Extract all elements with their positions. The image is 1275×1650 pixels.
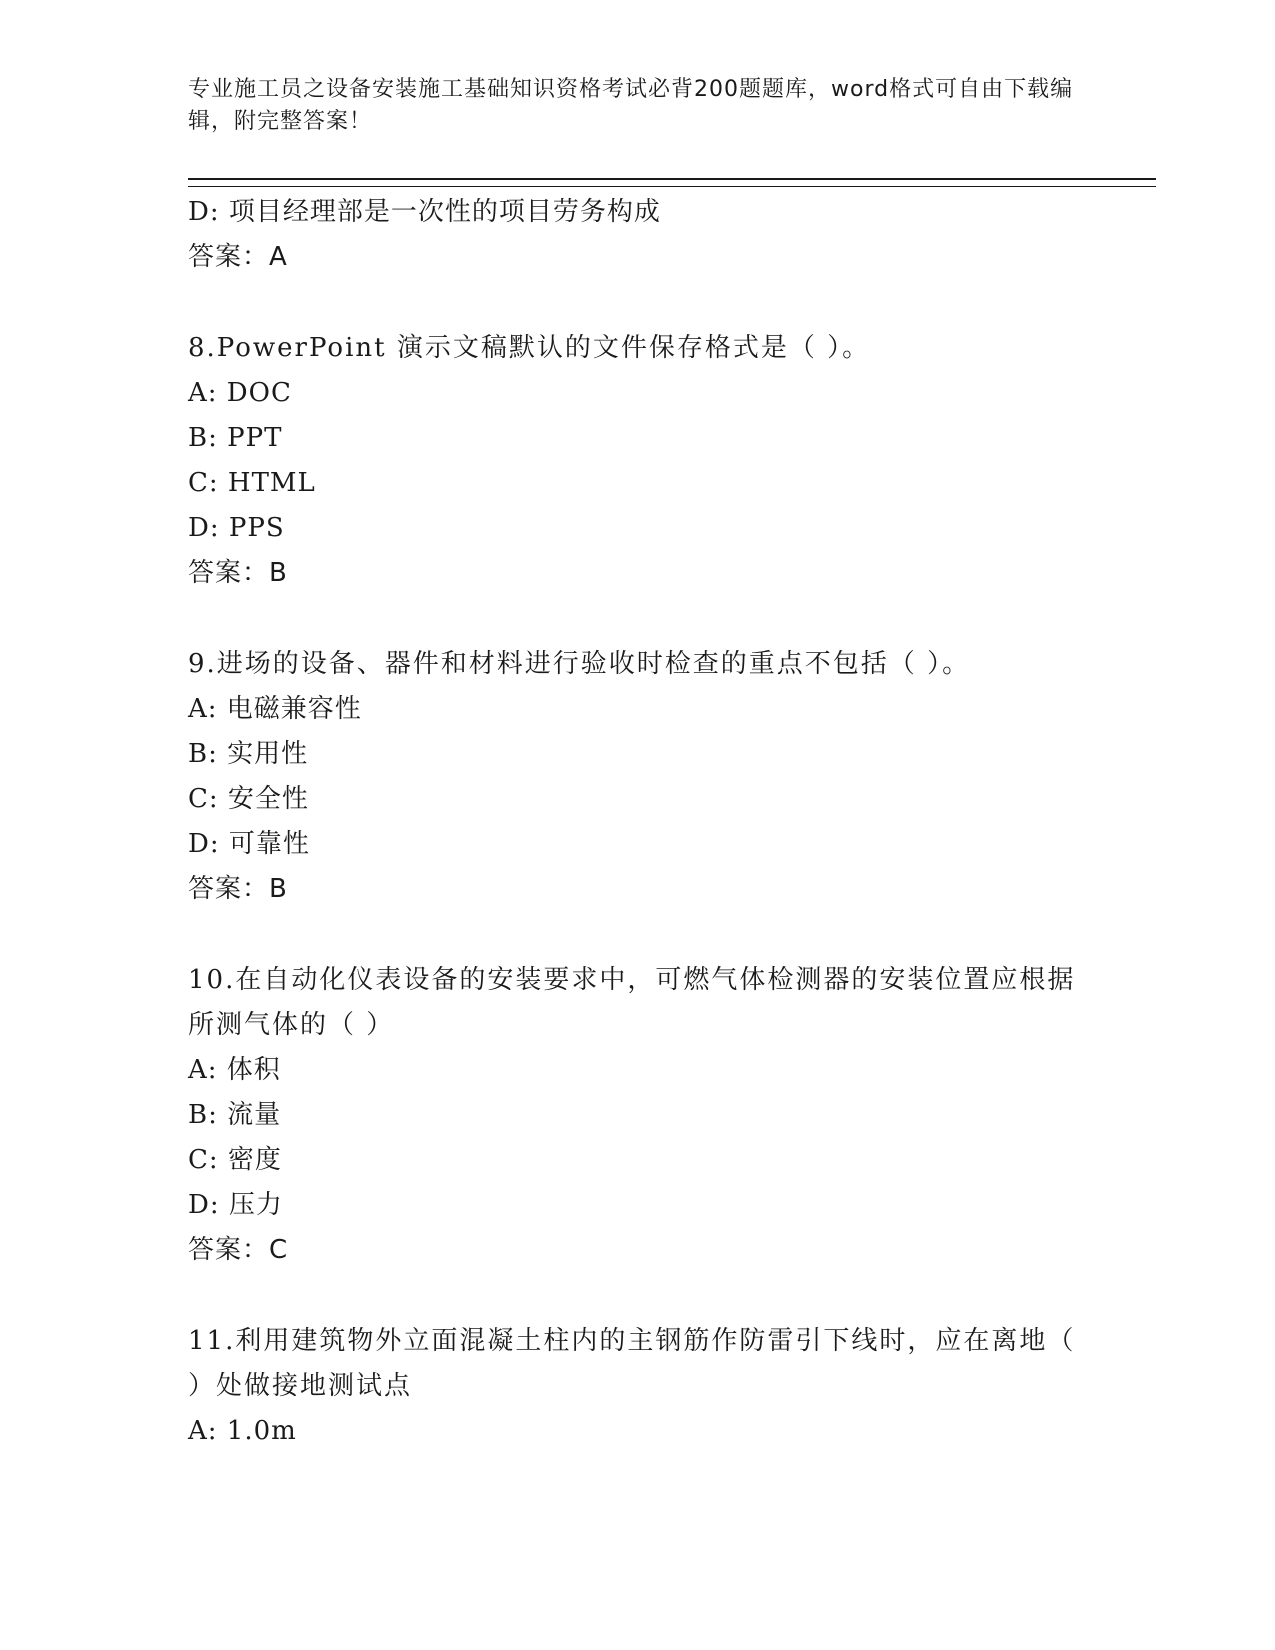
question-block bbox=[188, 190, 1088, 280]
option-b: B: PPT bbox=[188, 423, 283, 453]
option-c: C: HTML bbox=[188, 468, 316, 498]
spacer bbox=[188, 280, 1088, 326]
header-divider bbox=[188, 178, 1156, 187]
spacer bbox=[188, 912, 1088, 958]
option-b: B: 流量 bbox=[188, 1100, 282, 1130]
spacer bbox=[188, 1273, 1088, 1319]
option-a: A: 体积 bbox=[188, 1055, 281, 1085]
question-list bbox=[188, 190, 1088, 1454]
option-c: C: 安全性 bbox=[188, 784, 309, 814]
option-a: A: 1.0m bbox=[188, 1416, 297, 1446]
answer-label: 答案：C bbox=[188, 1235, 289, 1265]
option-b: B: 实用性 bbox=[188, 739, 309, 769]
answer-label: 答案：A bbox=[188, 242, 288, 272]
question-text: 10.在自动化仪表设备的安装要求中，可燃气体检测器的安装位置应根据所测气体的（ ） bbox=[188, 965, 1076, 1040]
option-a: A: DOC bbox=[188, 378, 292, 408]
option-d: D: 可靠性 bbox=[188, 829, 310, 859]
option-d: D: 压力 bbox=[188, 1190, 283, 1220]
document-header: 专业施工员之设备安装施工基础知识资格考试必背200题题库，word格式可自由下载编辑，附完整答案！ bbox=[188, 77, 1074, 134]
question-block bbox=[188, 642, 1088, 912]
question-block bbox=[188, 326, 1088, 596]
option-c: C: 密度 bbox=[188, 1145, 282, 1175]
answer-label: 答案：B bbox=[188, 874, 288, 904]
question-block bbox=[188, 958, 1088, 1273]
question-block bbox=[188, 1319, 1088, 1454]
spacer bbox=[188, 596, 1088, 642]
question-text: 11.利用建筑物外立面混凝土柱内的主钢筋作防雷引下线时，应在离地（ ）处做接地测试点 bbox=[188, 1326, 1076, 1401]
question-text: 9.进场的设备、器件和材料进行验收时检查的重点不包括（ ）。 bbox=[188, 649, 971, 679]
option-a: A: 电磁兼容性 bbox=[188, 694, 362, 724]
option-d: D: 项目经理部是一次性的项目劳务构成 bbox=[188, 197, 661, 227]
option-d: D: PPS bbox=[188, 513, 285, 543]
answer-label: 答案：B bbox=[188, 558, 288, 588]
question-text: 8.PowerPoint 演示文稿默认的文件保存格式是（ ）。 bbox=[188, 333, 871, 363]
